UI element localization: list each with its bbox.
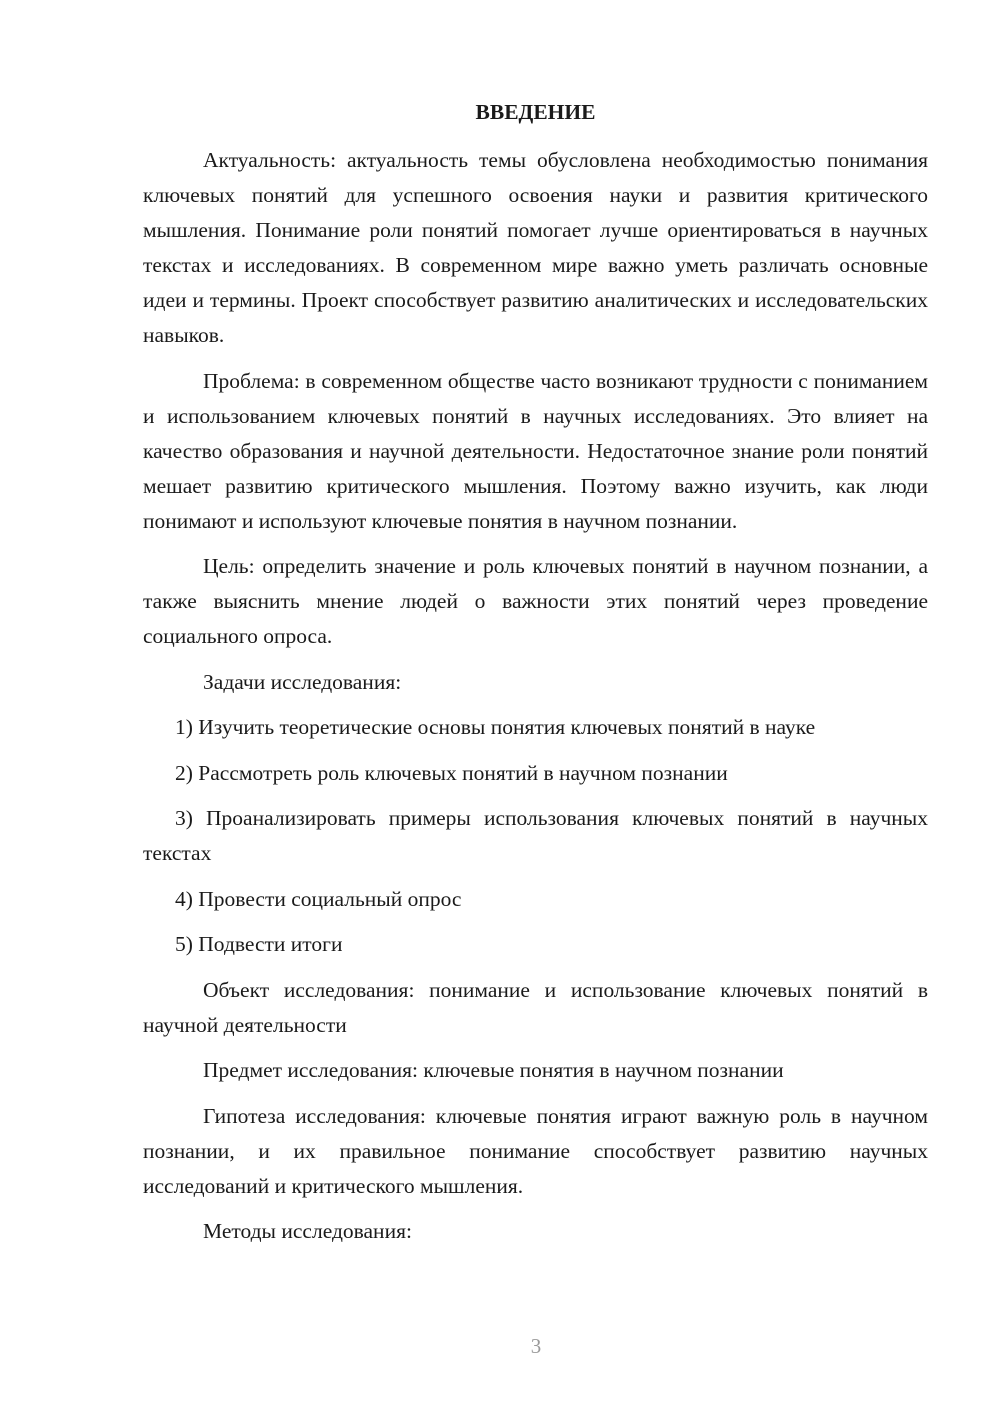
task-item: 2) Рассмотреть роль ключевых понятий в научном познании	[175, 760, 728, 785]
section-heading: ВВЕДЕНИЕ	[475, 100, 596, 124]
subject-paragraph: Предмет исследования: ключевые понятия в научном познании	[203, 1058, 784, 1082]
problem-paragraph: Проблема: в современном обществе часто возникают трудности с пониманием и использованием ключевых понятий в научных исследованиях. Это влияет на качество образования и научной деятельности. Недостаточное знание роли понятий мешает развитию критического мышления. Поэтому важно изучить, как люди понимают и используют ключевые понятия в научном познании.	[143, 368, 928, 533]
hypothesis-paragraph: Гипотеза исследования: ключевые понятия играют важную роль в научном познании, и их правильное понимание способствует развитию научных исследований и критического мышления.	[143, 1103, 928, 1198]
tasks-title: Задачи исследования:	[203, 669, 402, 694]
methods-title: Методы исследования:	[203, 1219, 412, 1243]
tasks-list	[143, 710, 928, 962]
task-item: 3) Проанализировать примеры использования ключевых понятий в научных текстах	[143, 806, 928, 865]
page-number: 3	[530, 1334, 542, 1358]
task-item: 4) Провести социальный опрос	[175, 886, 462, 911]
relevance-paragraph: Актуальность: актуальность темы обусловлена необходимостью понимания ключевых понятий для успешного освоения науки и развития критического мышления. Понимание роли понятий помогает лучше ориентироваться в научных текстах и исследованиях. В современном мире важно уметь различать основные идеи и термины. Проект способствует развитию аналитических и исследовательских навыков.	[143, 148, 928, 347]
task-item: 5) Подвести итоги	[175, 932, 343, 956]
goal-paragraph: Цель: определить значение и роль ключевых понятий в научном познании, а также выяснить мнение людей о важности этих понятий через проведение социального опроса.	[143, 554, 928, 648]
task-item: 1) Изучить теоретические основы понятия ключевых понятий в науке	[175, 715, 816, 739]
document-body	[143, 97, 928, 1260]
object-paragraph: Объект исследования: понимание и использование ключевых понятий в научной деятельности	[143, 977, 928, 1037]
